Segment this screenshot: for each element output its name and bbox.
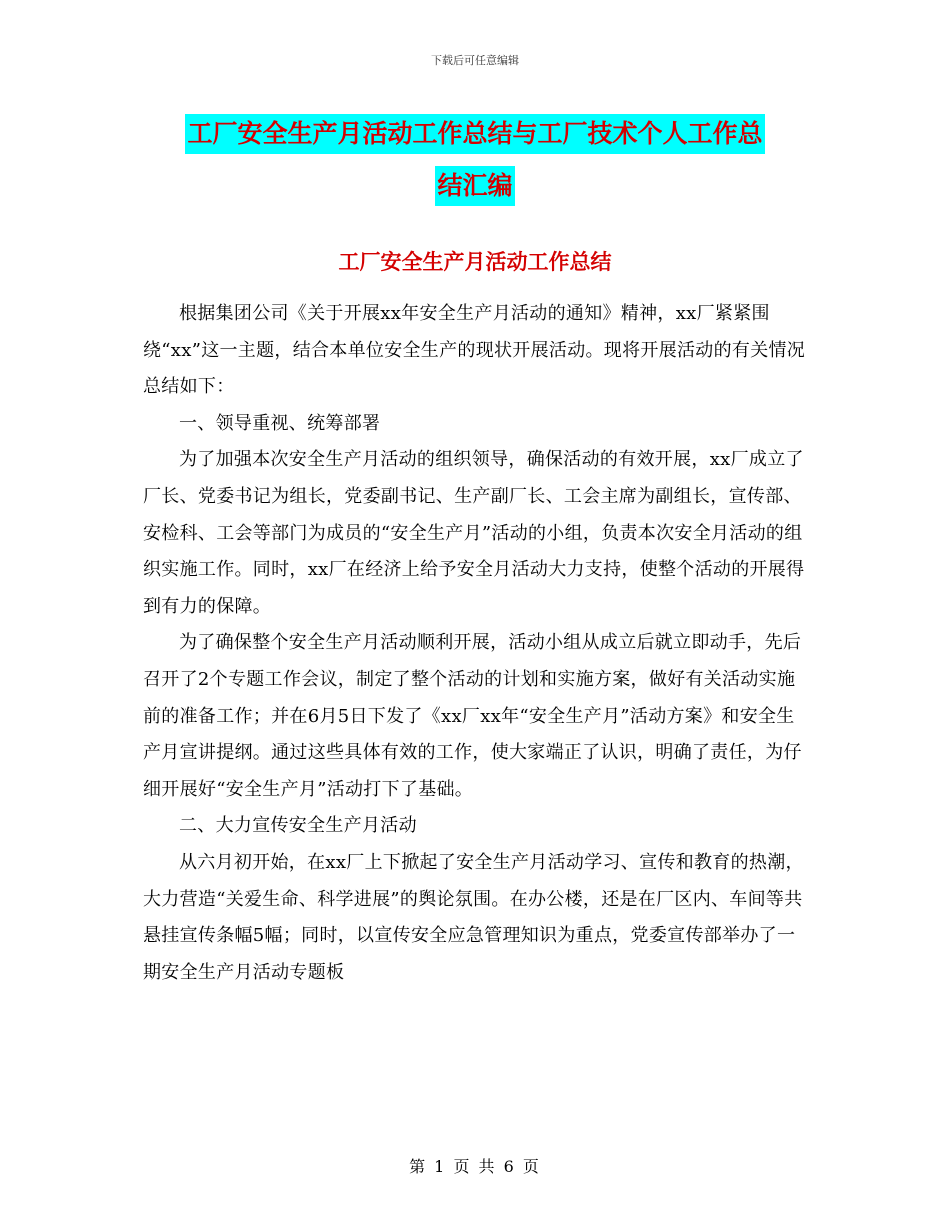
paragraph-planning: 为了确保整个安全生产月活动顺利开展，活动小组从成立后就立即动手，先后召开了2个专题工作会议，制定了整个活动的计划和实施方案，做好有关活动实施前的准备工作；并在6月5日下发了《xx厂xx年“安全生产月”活动方案》和安全生产月宣讲提纲。通过这些具体有效的工作，使大家端正了认识，明确了责任，为仔细开展好“安全生产月”活动打下了基础。 [143, 632, 802, 800]
document-title-line-2: 结汇编 [435, 166, 514, 206]
section-title: 工厂安全生产月活动工作总结 [338, 250, 612, 274]
paragraph-publicity: 从六月初开始，在xx厂上下掀起了安全生产月活动学习、宣传和教育的热潮，大力营造“关爱生命、科学进展”的舆论氛围。在办公楼，还是在厂区内、车间等共悬挂宣传条幅5幅；同时，以宣传安全应急管理知识为重点，党委宣传部举办了一期安全生产月活动专题板 [143, 851, 804, 983]
document-body [143, 296, 807, 991]
paragraph-intro: 根据集团公司《关于开展xx年安全生产月活动的通知》精神，xx厂紧紧围绕“xx”这一主题，结合本单位安全生产的现状开展活动。现将开展活动的有关情况总结如下： [143, 303, 806, 398]
paragraph-leadership: 为了加强本次安全生产月活动的组织领导，确保活动的有效开展，xx厂成立了厂长、党委书记为组长，党委副书记、生产副厂长、工会主席为副组长，宣传部、安检科、工会等部门为成员的“安全生产月”活动的小组，负责本次安全月活动的组织实施工作。同时，xx厂在经济上给予安全月活动大力支持，使整个活动的开展得到有力的保障。 [143, 449, 805, 617]
header-note: 下载后可任意编辑 [431, 54, 519, 67]
heading-leadership: 一、领导重视、统筹部署 [179, 412, 381, 434]
page-number: 第 1 页 共 6 页 [409, 1157, 541, 1176]
document-title [140, 108, 810, 212]
heading-publicity: 二、大力宣传安全生产月活动 [179, 815, 417, 837]
document-title-line-1: 工厂安全生产月活动工作总结与工厂技术个人工作总 [185, 114, 764, 154]
